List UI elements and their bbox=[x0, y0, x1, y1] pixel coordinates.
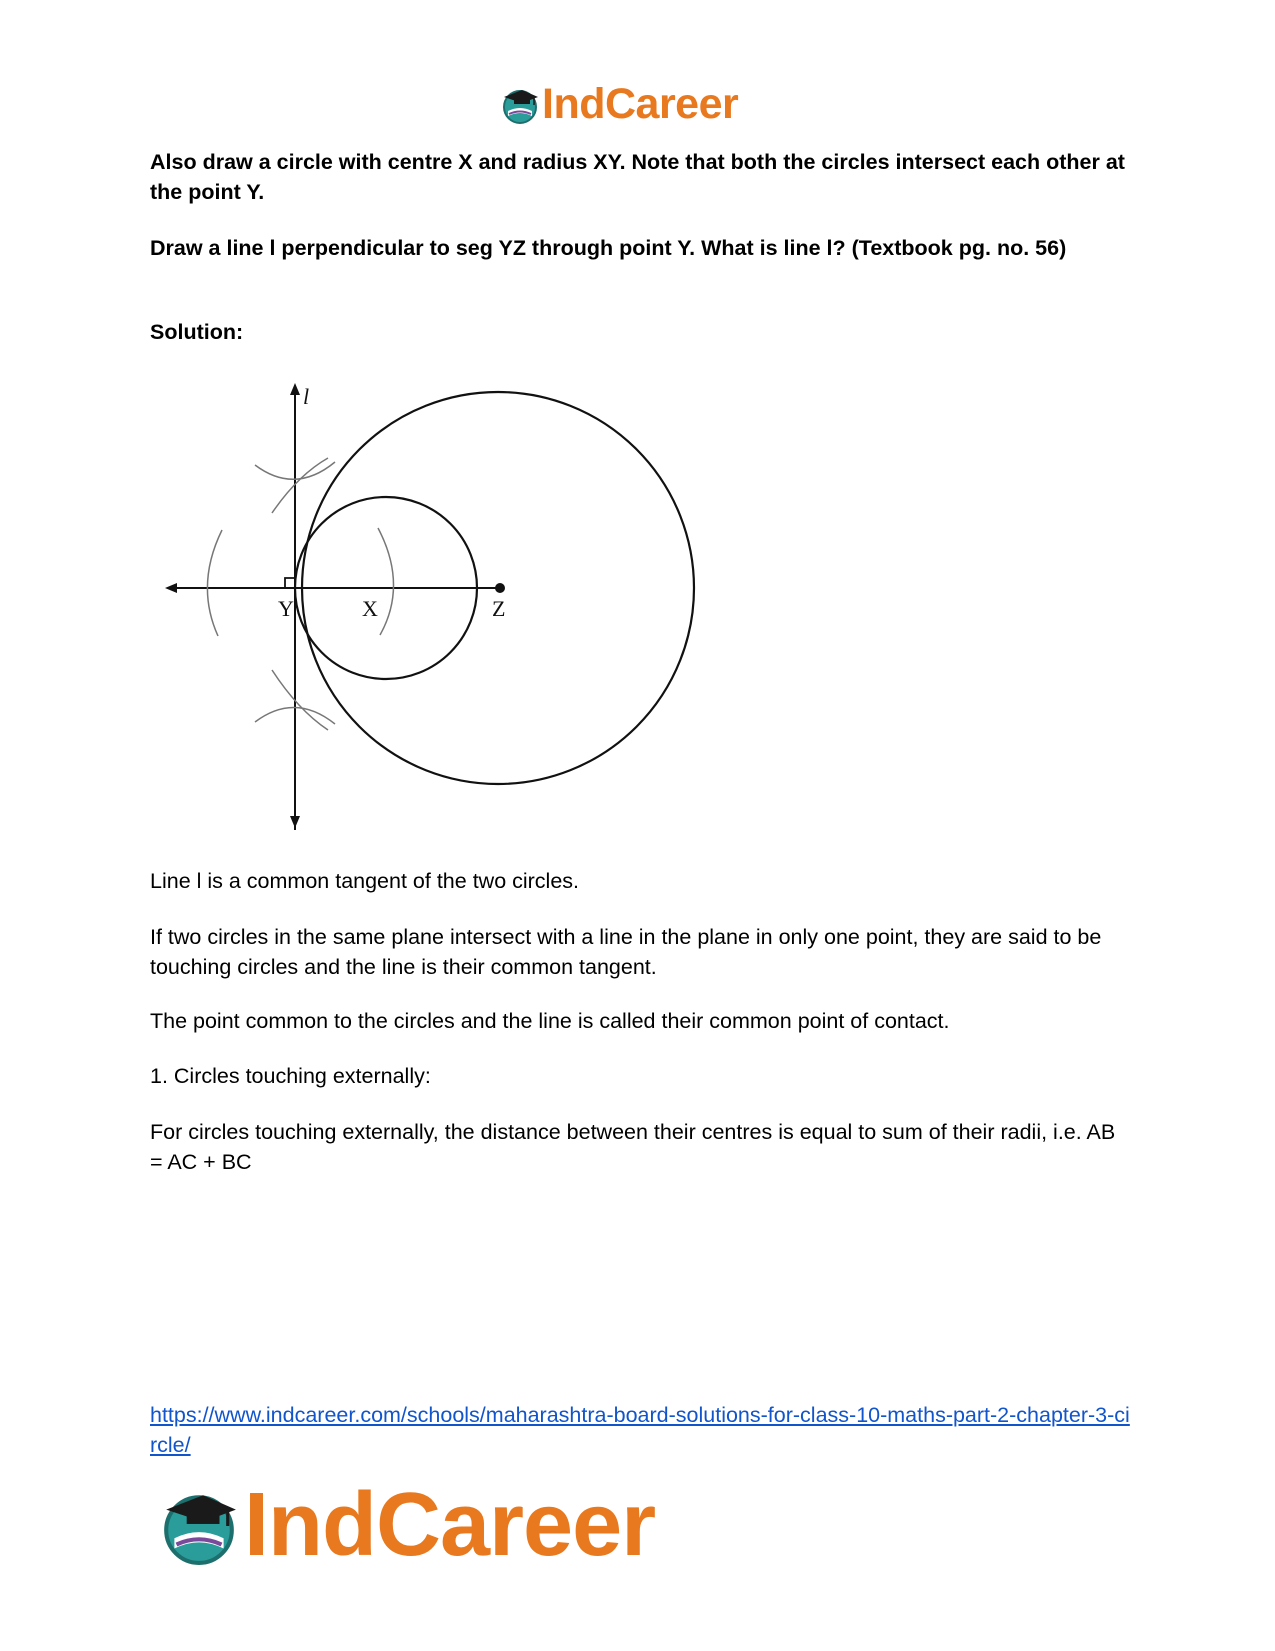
external-rule-text: For circles touching externally, the distance between their centres is equal to sum of their radii, i.e. AB = AC + BC bbox=[150, 1120, 1116, 1174]
label-x: X bbox=[362, 596, 378, 621]
right-angle-mark bbox=[285, 578, 295, 588]
list-item-1: 1. Circles touching externally: bbox=[150, 1064, 431, 1088]
definition-text: If two circles in the same plane intersect with a line in the plane in only one point, they are said to be touching circles and the line is their common tangent. bbox=[150, 925, 1102, 979]
point-z-dot bbox=[495, 583, 505, 593]
source-url-link[interactable]: https://www.indcareer.com/schools/maharashtra-board-solutions-for-class-10-maths-part-2-chapter-3-circle/ bbox=[150, 1403, 1130, 1457]
graduation-cap-globe-icon bbox=[158, 1485, 240, 1567]
question-paragraph-2: Draw a line l perpendicular to seg YZ through point Y. What is line l? (Textbook pg. no. 56) bbox=[150, 236, 1067, 260]
header-logo bbox=[500, 80, 738, 129]
footer-logo bbox=[158, 1474, 655, 1577]
footer-brand-text: IndCareer bbox=[244, 1475, 656, 1575]
label-z: Z bbox=[492, 596, 506, 621]
header-brand-text: IndCareer bbox=[542, 80, 739, 128]
geometry-figure bbox=[150, 370, 710, 830]
label-l: l bbox=[303, 384, 310, 409]
top-arrowhead bbox=[290, 383, 300, 395]
contact-point-text: The point common to the circles and the line is called their common point of contact. bbox=[150, 1009, 950, 1033]
construction-arc-bottom-2 bbox=[272, 670, 328, 730]
bottom-arrowhead bbox=[290, 816, 300, 828]
label-y: Y bbox=[278, 596, 294, 621]
question-paragraph-1: Also draw a circle with centre X and radius XY. Note that both the circles intersect each other at the point Y. bbox=[150, 150, 1125, 204]
construction-arc-right bbox=[378, 528, 394, 635]
footer-link-container bbox=[150, 1400, 1130, 1460]
answer-text: Line l is a common tangent of the two circles. bbox=[150, 869, 580, 893]
construction-arc-left bbox=[207, 530, 222, 636]
graduation-cap-globe-icon bbox=[500, 85, 540, 125]
left-arrowhead bbox=[165, 583, 177, 593]
solution-label: Solution: bbox=[150, 320, 244, 344]
